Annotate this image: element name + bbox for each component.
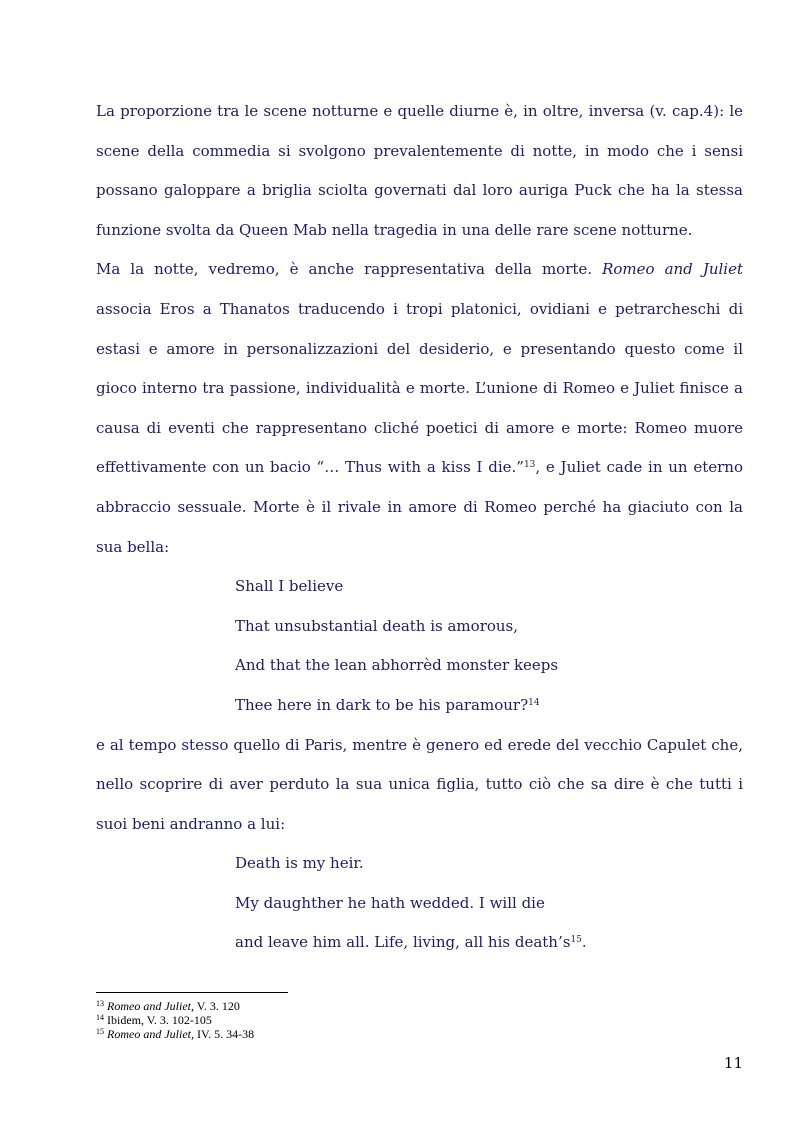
- verse-2-line-3: [235, 923, 743, 963]
- paragraph-3: [96, 726, 743, 845]
- work-title: Romeo and Juliet: [602, 260, 743, 279]
- paragraph-2-after-title: associa Eros a Thanatos traducendo i tropi platonici, ovidiani e petrarcheschi di estasi e amore in personalizzazioni del desiderio, e presentando questo come il gioco interno tra passione, individualità e morte. L’unione di Romeo e Juliet finisce a causa di eventi che rappresentano cliché poetici di amore e morte: Romeo muore effettivamente con un bacio “… Thus with a kiss I die.”: [96, 299, 743, 477]
- verse-1-line-1: Shall I believe: [235, 577, 344, 596]
- footnote-15-text: IV. 5. 34-38: [193, 1027, 255, 1042]
- footnote-13-number: 13: [96, 999, 104, 1008]
- paragraph-1: [96, 92, 743, 250]
- verse-1-line-3: And that the lean abhorrèd monster keeps: [235, 656, 559, 675]
- footnote-13: [96, 999, 743, 1013]
- verse-2-line-3-text: and leave him all. Life, living, all his death’s: [235, 933, 571, 952]
- footnote-14-number: 14: [96, 1013, 104, 1023]
- verse-quote-1: [235, 567, 743, 725]
- paragraph-3-text: e al tempo stesso quello di Paris, mentre è genero ed erede del vecchio Capulet che, nello scoprire di aver perduto la sua unica figlia, tutto ciò che sa dire è che tutti i suoi beni andranno a lui:: [96, 735, 743, 833]
- footnote-15-number: 15: [96, 1027, 104, 1037]
- footnotes: [96, 992, 743, 1042]
- verse-2-end: .: [581, 933, 587, 952]
- footnote-14: [96, 1013, 743, 1027]
- verse-1-line-4-text: Thee here in dark to be his paramour?: [235, 695, 529, 714]
- footnote-15: [96, 1027, 743, 1041]
- footnote-14-text: Ibidem, V. 3. 102-105: [104, 1013, 212, 1028]
- verse-1-line-4: [235, 686, 743, 726]
- verse-2-line-2: My daughther he hath wedded. I will die: [235, 893, 545, 912]
- footnote-13-text: V. 3. 120: [193, 999, 240, 1013]
- verse-2-line-1: Death is my heir.: [235, 854, 364, 873]
- footnote-ref-13: 13: [523, 460, 536, 471]
- footnote-13-title: Romeo and Juliet,: [107, 999, 194, 1013]
- verse-1-line-2: That unsubstantial death is amorous,: [235, 616, 519, 635]
- body-text: [96, 92, 743, 963]
- footnote-ref-15: 15: [570, 935, 582, 946]
- footnote-separator: [96, 992, 288, 993]
- paragraph-2-after-note: , e Juliet cade in un eterno abbraccio sessuale. Morte è il rivale in amore di Romeo perché ha giaciuto con la sua bella:: [96, 458, 743, 556]
- page-number: 11: [723, 1054, 743, 1072]
- footnote-ref-14: 14: [528, 697, 540, 708]
- footnote-15-title: Romeo and Juliet,: [107, 1027, 194, 1042]
- paragraph-2: [96, 250, 743, 567]
- paragraph-2-before-title: Ma la notte, vedremo, è anche rappresentativa della morte.: [96, 260, 603, 279]
- verse-quote-2: [235, 844, 743, 963]
- paragraph-1-text: La proporzione tra le scene notturne e quelle diurne è, in oltre, inversa (v. cap.4): le scene della commedia si svolgono prevalentemente di notte, in modo che i sensi possano galoppare a briglia sciolta governati dal loro auriga Puck che ha la stessa funzione svolta da Queen Mab nella tragedia in una delle rare scene notturne.: [96, 102, 743, 239]
